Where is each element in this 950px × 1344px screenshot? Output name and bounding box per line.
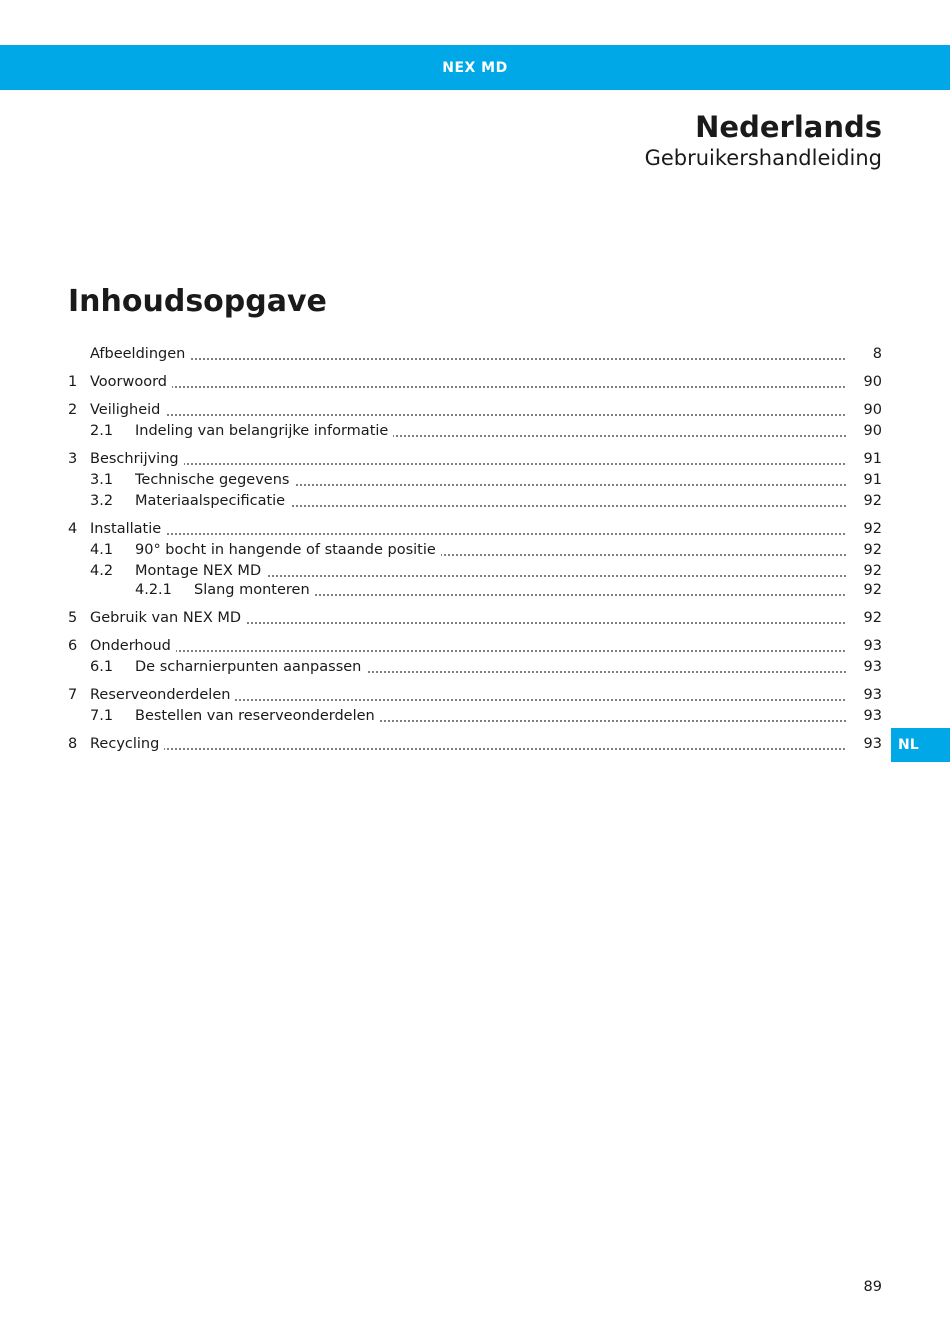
toc-entry[interactable] xyxy=(68,344,882,364)
toc-entry-number: 2 xyxy=(68,402,78,418)
toc-entry-number: 6.1 xyxy=(90,659,114,675)
toc-entry-page: 93 xyxy=(863,736,882,752)
toc-entry-title: Beschrijving xyxy=(90,451,184,467)
product-name: NEX MD xyxy=(442,59,508,76)
toc-entry-number: 4.2 xyxy=(90,563,114,579)
toc-entry-page: 92 xyxy=(863,542,882,558)
toc-entry-title: Afbeeldingen xyxy=(90,346,190,362)
toc-entry-number: 4.2.1 xyxy=(135,582,172,598)
toc-entry-page: 90 xyxy=(863,402,882,418)
toc-entry-title: Gebruik van NEX MD xyxy=(90,610,246,626)
toc-entry-number: 3 xyxy=(68,451,78,467)
toc-entry-page: 92 xyxy=(863,493,882,509)
toc-entry-number: 7 xyxy=(68,687,78,703)
toc-entry[interactable] xyxy=(68,540,882,560)
toc-entry[interactable] xyxy=(68,734,882,754)
toc-entry-title: Reserveonderdelen xyxy=(90,687,235,703)
toc-entry[interactable] xyxy=(68,561,882,581)
toc-entry-page: 92 xyxy=(863,563,882,579)
toc-entry[interactable] xyxy=(68,580,882,600)
toc-entry[interactable] xyxy=(68,421,882,441)
toc-entry-page: 92 xyxy=(863,582,882,598)
toc-entry[interactable] xyxy=(68,636,882,656)
toc-entry-title: Technische gegevens xyxy=(135,472,294,488)
toc-entry-number: 4 xyxy=(68,521,78,537)
toc-entry[interactable] xyxy=(68,657,882,677)
toc-entry[interactable] xyxy=(68,519,882,539)
toc-entry[interactable] xyxy=(68,449,882,469)
toc-entry-title: Installatie xyxy=(90,521,166,537)
toc-entry-page: 93 xyxy=(863,659,882,675)
toc-entry-title: Montage NEX MD xyxy=(135,563,266,579)
toc-entry[interactable] xyxy=(68,470,882,490)
toc-entry-number: 4.1 xyxy=(90,542,114,558)
toc-entry-title: Materiaalspecificatie xyxy=(135,493,290,509)
toc-entry-page: 90 xyxy=(863,374,882,390)
toc-entry-page: 92 xyxy=(863,610,882,626)
toc-entry-title: Slang monteren xyxy=(194,582,315,598)
toc-entry-number: 3.2 xyxy=(90,493,114,509)
toc-entry-number: 7.1 xyxy=(90,708,114,724)
toc-entry-title: Indeling van belangrijke informatie xyxy=(135,423,393,439)
toc-entry-number: 3.1 xyxy=(90,472,114,488)
toc-entry-page: 91 xyxy=(863,451,882,467)
toc-entry[interactable] xyxy=(68,685,882,705)
toc-entry[interactable] xyxy=(68,491,882,511)
header-bar xyxy=(0,45,950,90)
toc-entry-number: 8 xyxy=(68,736,78,752)
toc-entry-number: 6 xyxy=(68,638,78,654)
toc-entry-title: Onderhoud xyxy=(90,638,176,654)
toc-entry-number: 2.1 xyxy=(90,423,114,439)
language-title: Nederlands xyxy=(695,110,882,144)
toc-heading: Inhoudsopgave xyxy=(68,284,327,319)
toc-entry[interactable] xyxy=(68,372,882,392)
toc-entry-title: Bestellen van reserveonderdelen xyxy=(135,708,380,724)
toc-entry-page: 91 xyxy=(863,472,882,488)
page-number: 89 xyxy=(863,1279,882,1295)
toc-entry-page: 93 xyxy=(863,687,882,703)
toc-entry-title: Voorwoord xyxy=(90,374,172,390)
toc-entry-page: 8 xyxy=(872,346,882,362)
toc-entry-number: 1 xyxy=(68,374,78,390)
toc-entry-title: Veiligheid xyxy=(90,402,165,418)
toc-entry-title: 90° bocht in hangende of staande positie xyxy=(135,542,441,558)
toc-entry-title: De scharnierpunten aanpassen xyxy=(135,659,366,675)
toc-entry-page: 90 xyxy=(863,423,882,439)
toc-entry-page: 93 xyxy=(863,638,882,654)
language-tab-nl: NL xyxy=(891,728,950,762)
toc-entry-number: 5 xyxy=(68,610,78,626)
toc-entry-title: Recycling xyxy=(90,736,164,752)
toc-entry[interactable] xyxy=(68,608,882,628)
manual-subtitle: Gebruikershandleiding xyxy=(644,146,882,170)
toc-entry-page: 93 xyxy=(863,708,882,724)
toc-entry[interactable] xyxy=(68,400,882,420)
toc-entry[interactable] xyxy=(68,706,882,726)
toc-entry-page: 92 xyxy=(863,521,882,537)
